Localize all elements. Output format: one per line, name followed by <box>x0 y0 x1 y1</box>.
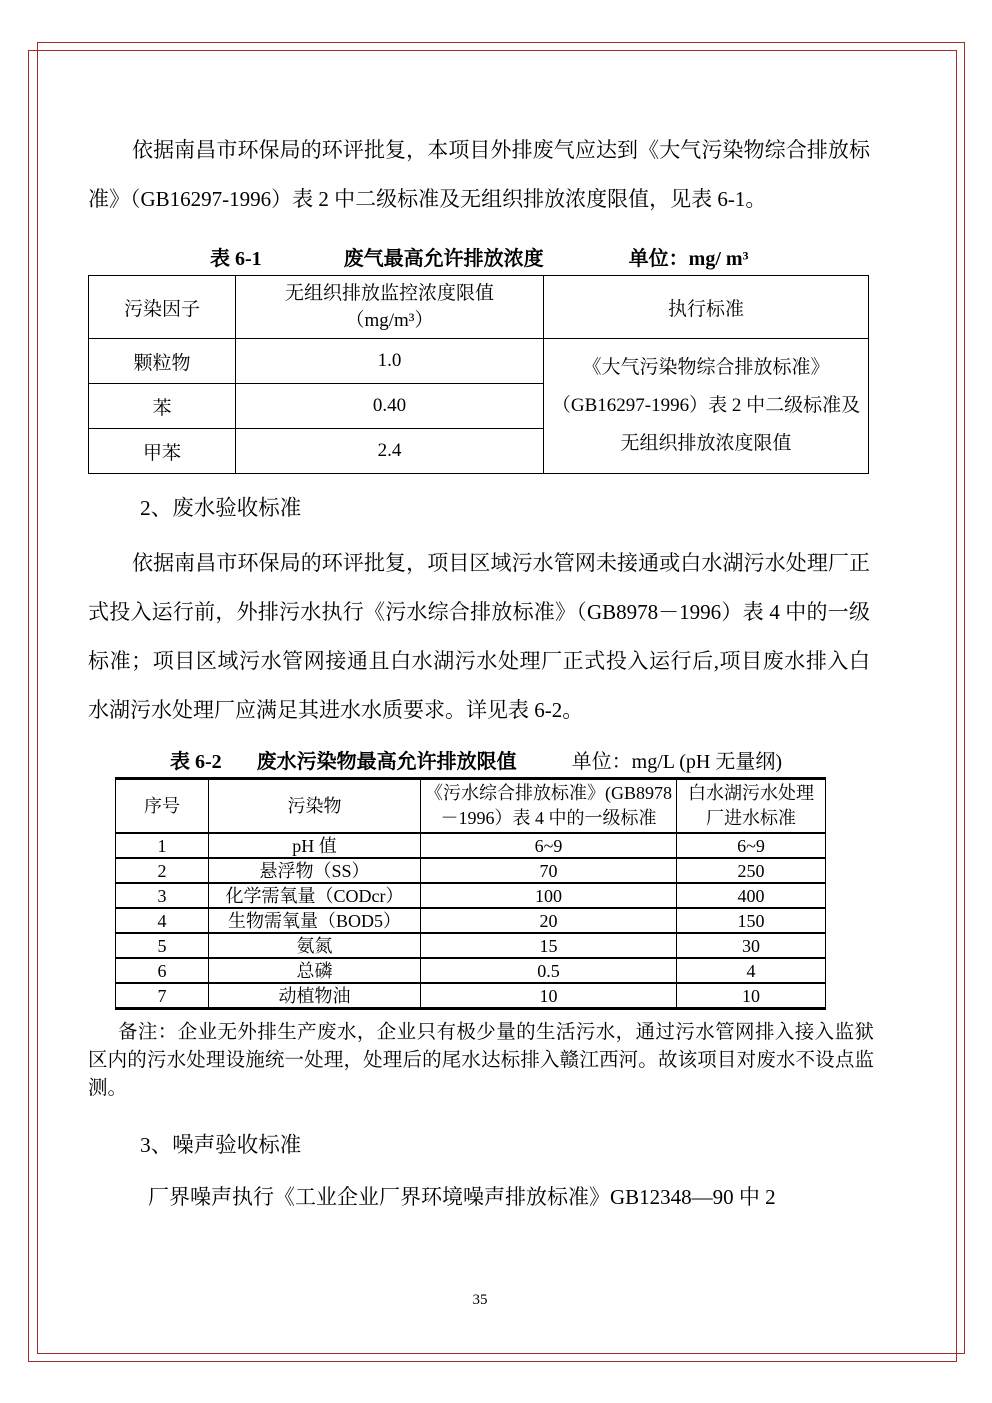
cell-plant-value: 4 <box>677 958 826 983</box>
cell-gb-value: 20 <box>421 908 677 933</box>
page-number: 35 <box>472 1292 488 1308</box>
table-6-1-header-limit-line1: 无组织排放监控浓度限值 <box>284 283 494 304</box>
cell-gb-value: 70 <box>421 858 677 883</box>
table-6-1-cell-pollutant: 甲苯 <box>89 429 236 474</box>
cell-plant-value: 150 <box>677 908 826 933</box>
table-row <box>89 339 869 384</box>
table-6-2 <box>115 777 826 1010</box>
cell-pollutant: 生物需氧量（BOD5） <box>209 908 421 933</box>
table-6-2-header-gb-standard <box>421 779 677 834</box>
standard-line: 《大气污染物综合排放标准》 <box>582 357 830 378</box>
table-6-1-cell-pollutant: 颗粒物 <box>89 339 236 384</box>
cell-pollutant: 氨氮 <box>209 933 421 958</box>
cell-gb-value: 15 <box>421 933 677 958</box>
cell-pollutant: 化学需氧量（CODcr） <box>209 883 421 908</box>
table-6-2-title: 废水污染物最高允许排放限值 <box>256 750 517 773</box>
cell-index: 1 <box>116 833 209 858</box>
gb-standard-line1: 《污水综合排放标准》(GB8978 <box>425 783 672 803</box>
page-content <box>88 126 874 1222</box>
table-6-2-header-plant-standard <box>677 779 826 834</box>
table-6-2-header-row <box>116 779 826 834</box>
standard-line: 无组织排放浓度限值 <box>620 433 792 454</box>
table-row <box>116 983 826 1009</box>
cell-plant-value: 6~9 <box>677 833 826 858</box>
cell-pollutant: 动植物油 <box>209 983 421 1009</box>
cell-gb-value: 0.5 <box>421 958 677 983</box>
table-6-1-merged-standard <box>544 339 869 474</box>
table-row <box>116 858 826 883</box>
table-6-2-caption <box>88 744 870 774</box>
table-6-2-unit: 单位：mg/L (pH 无量纲) <box>571 750 783 773</box>
cell-index: 7 <box>116 983 209 1009</box>
section-heading-noise: 3、噪声验收标准 <box>140 1133 302 1157</box>
standard-line: （GB16297-1996）表 2 中二级标准及 <box>551 395 861 416</box>
table-6-2-header-index: 序号 <box>116 779 209 834</box>
table-row <box>116 958 826 983</box>
table-6-1-header-standard: 执行标准 <box>544 276 869 339</box>
cell-index: 4 <box>116 908 209 933</box>
table-6-1-cell-limit: 2.4 <box>236 429 544 474</box>
table-row <box>116 833 826 858</box>
table-6-1-cell-limit: 1.0 <box>236 339 544 384</box>
cell-plant-value: 400 <box>677 883 826 908</box>
cell-index: 2 <box>116 858 209 883</box>
table-6-2-label: 表 6-2 <box>170 750 222 773</box>
section-heading-wastewater: 2、废水验收标准 <box>140 496 302 520</box>
plant-standard-line2: 厂进水标准 <box>706 808 796 828</box>
cell-pollutant: pH 值 <box>209 833 421 858</box>
table-6-1-cell-limit: 0.40 <box>236 384 544 429</box>
table-6-1-cell-pollutant: 苯 <box>89 384 236 429</box>
cell-plant-value: 30 <box>677 933 826 958</box>
table-6-1-header-row <box>89 276 869 339</box>
table-6-1-header-limit-line2: （mg/m³） <box>345 310 434 331</box>
gb-standard-line2: －1996）表 4 中的一级标准 <box>440 808 657 828</box>
paragraph-waste-gas-standard: 依据南昌市环保局的环评批复，本项目外排废气应达到《大气污染物综合排放标准》（GB16297-1996）表 2 中二级标准及无组织排放浓度限值，见表 6-1。 <box>88 138 870 211</box>
cell-index: 5 <box>116 933 209 958</box>
paragraph-noise-standard: 厂界噪声执行《工业企业厂界环境噪声排放标准》GB12348—90 中 2 <box>148 1185 776 1209</box>
cell-pollutant: 悬浮物（SS） <box>209 858 421 883</box>
table-6-1-header-limit <box>236 276 544 339</box>
table-row <box>116 883 826 908</box>
cell-plant-value: 250 <box>677 858 826 883</box>
table-6-1 <box>88 275 869 474</box>
paragraph-wastewater-standard: 依据南昌市环保局的环评批复，项目区域污水管网未接通或白水湖污水处理厂正式投入运行前，外排污水执行《污水综合排放标准》（GB8978－1996）表 4 中的一级标准；项目区域污水管网接通且白水湖污水处理厂正式投入运行后,项目废水排入白水湖污水处理厂应满足其进水水质要求。详见表 6-2。 <box>88 551 870 722</box>
table-6-1-caption <box>88 240 870 272</box>
table-row <box>116 908 826 933</box>
cell-index: 3 <box>116 883 209 908</box>
table-row <box>116 933 826 958</box>
cell-gb-value: 100 <box>421 883 677 908</box>
cell-index: 6 <box>116 958 209 983</box>
table-6-1-label: 表 6-1 <box>210 247 262 270</box>
table-6-1-unit: 单位：mg/ m³ <box>628 247 749 270</box>
table-6-1-header-pollutant: 污染因子 <box>89 276 236 339</box>
table-6-1-title: 废气最高允许排放浓度 <box>343 247 544 270</box>
plant-standard-line1: 白水湖污水处理 <box>688 783 814 803</box>
cell-gb-value: 6~9 <box>421 833 677 858</box>
table-6-2-header-pollutant: 污染物 <box>209 779 421 834</box>
cell-pollutant: 总磷 <box>209 958 421 983</box>
cell-plant-value: 10 <box>677 983 826 1009</box>
cell-gb-value: 10 <box>421 983 677 1009</box>
table-6-2-remark: 备注：企业无外排生产废水，企业只有极少量的生活污水，通过污水管网排入接入监狱区内的污水处理设施统一处理，处理后的尾水达标排入赣江西河。故该项目对废水不设点监测。 <box>88 1022 874 1099</box>
